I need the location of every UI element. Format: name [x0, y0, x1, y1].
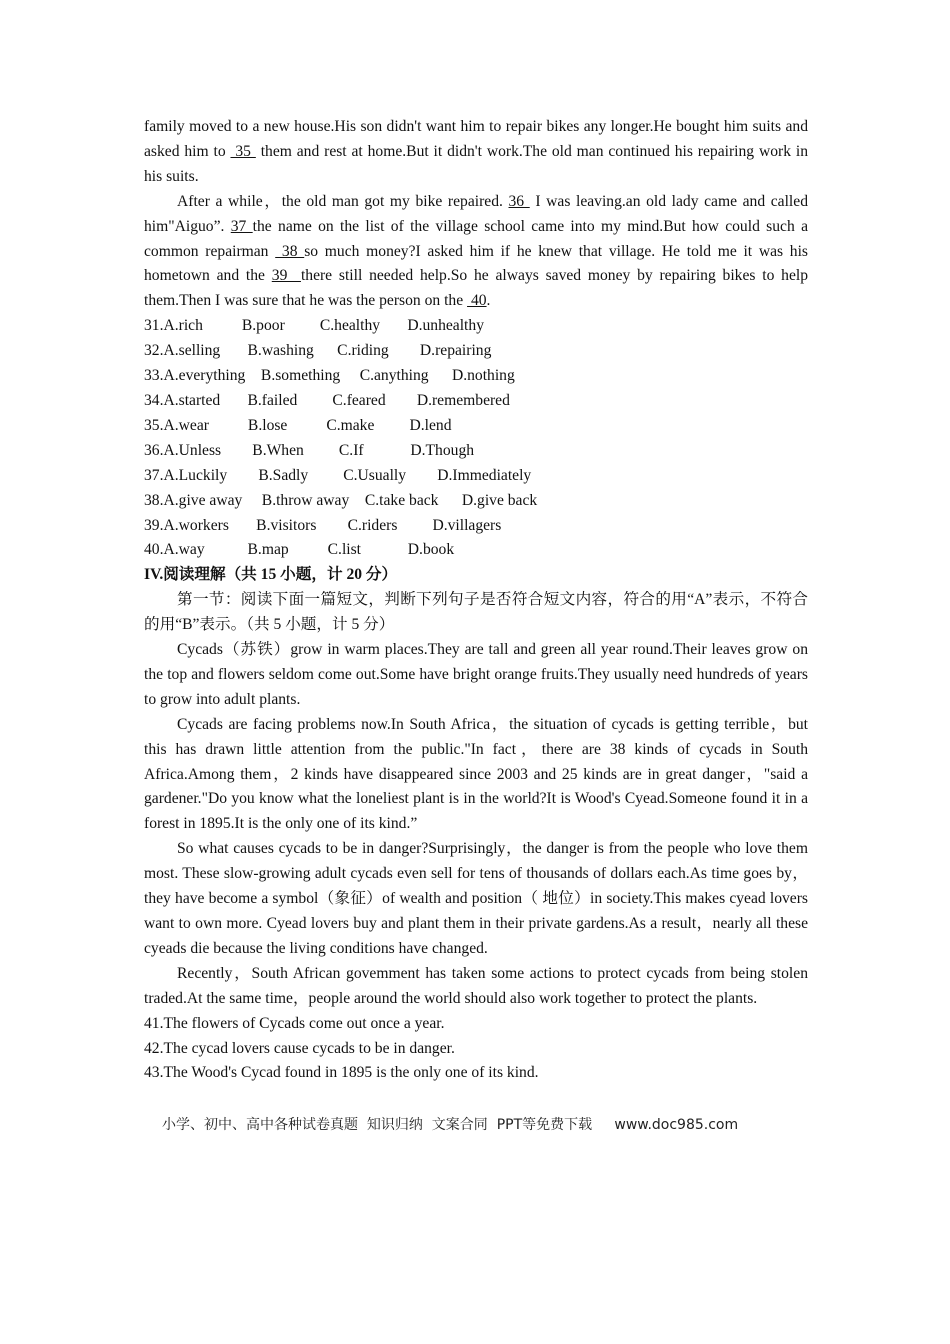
passage-paragraph: Recently，South African govemment has taken some actions to protect cycads from being stolen traded.At the same time，people around the world should also work together to protect the plants.: [144, 964, 808, 1007]
page-content: [144, 115, 808, 1086]
blank-38: 38: [275, 242, 305, 260]
option-row: 31.A.rich B.poor C.healthy D.unhealthy: [144, 317, 484, 335]
option-row: 38.A.give away B.throw away C.take back D.give back: [144, 491, 538, 509]
passage-paragraph: Cycads are facing problems now.In South Africa，the situation of cycads is getting terrible，but this has drawn little attention from the public."In fact，there are 38 kinds of cycads in South Africa.Among them，2 kinds have disappeared since 2003 and 25 kinds are in great danger，"said a gardener."Do you know what the loneliest plant is in the world?It is Wood's Cyead.Someone found it in a forest in 1895.It is the only one of its kind.”: [144, 715, 808, 833]
question-item: 41.The flowers of Cycads come out once a year.: [144, 1014, 445, 1032]
passage-paragraph: Cycads（苏铁）grow in warm places.They are tall and green all year round.Their leaves grow on the top and flowers seldom come out.Some have bright orange fruits.They usually need hundreds of years to grow into adult plants.: [144, 641, 808, 708]
passage-paragraph: So what causes cycads to be in danger?Surprisingly，the danger is from the people who love them most. These slow-growing adult cycads even sell for tens of thousands of dollars each.As time goes by，they have become a symbol（象征）of wealth and position（ 地位）in society.This makes cyead lovers want to own more. Cyead lovers buy and plant them in their private gardens.As a result，nearly all these cyeads die because the living conditions have changed.: [144, 840, 808, 957]
cloze-paragraph-1: family moved to a new house.His son didn't want him to repair bikes any longer.He bought him suits and asked him to 35 them and rest at home.But it didn't work.The old man continued his repairing work in his suits.: [144, 118, 808, 185]
option-row: 35.A.wear B.lose C.make D.lend: [144, 416, 452, 434]
option-row: 40.A.way B.map C.list D.book: [144, 541, 455, 559]
section-instruction: 第一节：阅读下面一篇短文，判断下列句子是否符合短文内容，符合的用“A”表示，不符合的用“B”表示。（共 5 小题，计 5 分）: [144, 591, 808, 634]
blank-39: 39: [271, 267, 301, 285]
blank-40: 40: [467, 292, 487, 310]
blank-35: 35: [230, 142, 256, 160]
question-list: [144, 1012, 808, 1087]
option-row: 36.A.Unless B.When C.If D.Though: [144, 441, 475, 459]
option-row: 34.A.started B.failed C.feared D.remembered: [144, 391, 510, 409]
option-row: 37.A.Luckily B.Sadly C.Usually D.Immediately: [144, 466, 532, 484]
cloze-paragraph-2: After a while，the old man got my bike repaired. 36 I was leaving.an old lady came and called him"Aiguo”. 37 the name on the list of the village school came into my mind.But how could such a common repairman 38 so much money?I asked him if he knew that village. He told me it was his hometown and the 39 there still needed help.So he always saved money by repairing bikes to help them.Then I was sure that he was the person on the 40.: [144, 192, 809, 310]
blank-37: 37: [230, 217, 253, 235]
question-item: 43.The Wood's Cycad found in 1895 is the only one of its kind.: [144, 1064, 539, 1082]
section-heading: IV.阅读理解（共 15 小题，计 20 分）: [144, 566, 398, 584]
options-list: [144, 314, 808, 563]
page-footer: 小学、初中、高中各种试卷真题 知识归纳 文案合同 PPT等免费下载 www.doc985.com: [162, 1117, 739, 1133]
blank-36: 36: [508, 192, 530, 210]
question-item: 42.The cycad lovers cause cycads to be in danger.: [144, 1039, 455, 1057]
option-row: 32.A.selling B.washing C.riding D.repairing: [144, 342, 492, 360]
option-row: 33.A.everything B.something C.anything D.nothing: [144, 367, 515, 385]
option-row: 39.A.workers B.visitors C.riders D.villagers: [144, 516, 502, 534]
